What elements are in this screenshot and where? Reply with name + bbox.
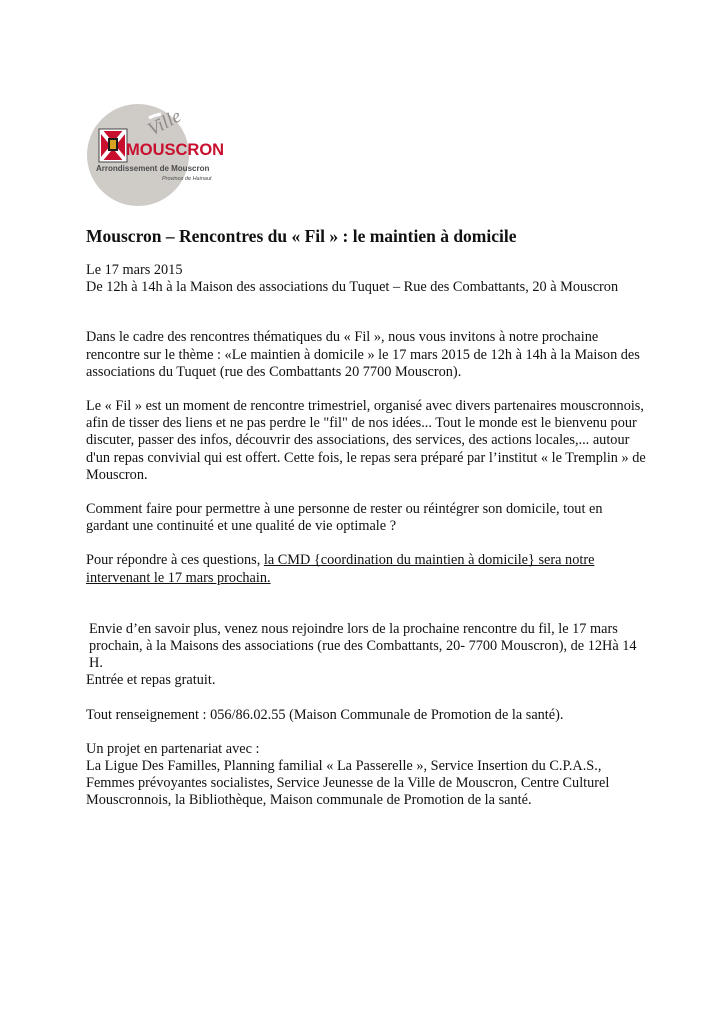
paragraph-free-entry: Entrée et repas gratuit. bbox=[86, 672, 216, 689]
spacer bbox=[86, 690, 646, 707]
coat-of-arms-icon bbox=[99, 129, 127, 162]
partners-intro: Un projet en partenariat avec : bbox=[86, 740, 260, 757]
paragraph-speaker-underlined: la CMD {coordination du maintien à domicile} sera notre intervenant le 17 mars prochain. bbox=[86, 552, 595, 586]
paragraph-contact: Tout renseignement : 056/86.02.55 (Maison Communale de Promotion de la santé). bbox=[86, 706, 564, 723]
spacer bbox=[86, 296, 646, 329]
paragraph-fil-description: Le « Fil » est un moment de rencontre trimestriel, organisé avec divers partenaires mouscronnois, afin de tisser des liens et ne pas perdre le "fil" de nos idées... Tout le monde est le bienvenu pour discuter, passer des infos, découvrir des associations, des services, des actions locales,... autour d'un repas convivial qui est offert. Cette fois, le repas sera préparé par l’institut « le Tremplin » de Mouscron. bbox=[86, 398, 646, 483]
paragraph-question: Comment faire pour permettre à une personne de rester ou réintégrer son domicile, tout en gardant une continuité et une qualité de vie optimale ? bbox=[86, 501, 603, 535]
partners-list: La Ligue Des Familles, Planning familial « La Passerelle », Service Insertion du C.P.A.S., Femmes prévoyantes socialistes, Service Jeunesse de la Ville de Mouscron, Centre Culturel Mouscronnois, la Bibliothèque, Maison communale de Promotion de la santé. bbox=[86, 758, 610, 809]
spacer bbox=[86, 587, 646, 621]
event-date: Le 17 mars 2015 bbox=[86, 262, 183, 278]
city-logo-graphic bbox=[86, 100, 226, 210]
spacer bbox=[86, 484, 646, 501]
event-time-place: De 12h à 14h à la Maison des associations du Tuquet – Rue des Combattants, 20 à Mouscron bbox=[86, 279, 619, 296]
spacer bbox=[86, 535, 646, 552]
document-title: Mouscron – Rencontres du « Fil » : le maintien à domicile bbox=[86, 226, 517, 246]
spacer bbox=[86, 724, 646, 741]
spacer bbox=[86, 381, 646, 398]
logo-word-city: MOUSCRON bbox=[126, 141, 225, 159]
document-body bbox=[86, 262, 646, 810]
logo-line-2: Province de Hainaut bbox=[162, 176, 212, 182]
logo-word-ville: Ville bbox=[144, 105, 185, 141]
logo-line-1: Arrondissement de Mouscron bbox=[96, 164, 210, 173]
paragraph-invitation: Envie d’en savoir plus, venez nous rejoindre lors de la prochaine rencontre du fil, le 17 mars prochain, à la Maisons des associations (rue des Combattants, 20- 7700 Mouscron), de 12Hà 14 H. bbox=[89, 620, 637, 672]
paragraph-speaker bbox=[86, 552, 646, 586]
paragraph-intro: Dans le cadre des rencontres thématiques du « Fil », nous vous invitons à notre prochaine rencontre sur le thème : «Le maintien à domicile » le 17 mars 2015 de 12h à 14h à la Maison des associations du Tuquet (rue des Combattants 20 7700 Mouscron). bbox=[86, 329, 640, 380]
city-logo bbox=[86, 100, 226, 210]
paragraph-speaker-prefix: Pour répondre à ces questions, bbox=[86, 552, 264, 569]
